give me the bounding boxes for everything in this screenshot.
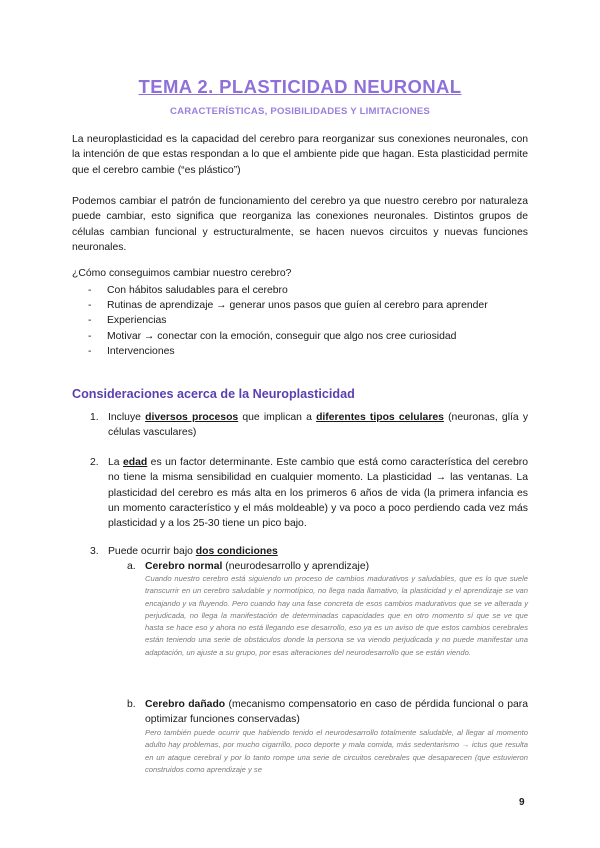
list-item: - Experiencias bbox=[88, 313, 488, 328]
point-text bbox=[108, 455, 528, 531]
intro-paragraph-1: La neuroplasticidad es la capacidad del cerebro para reorganizar sus conexiones neuronales, con la intención de que estas respondan a lo que el ambiente pide que hagan. Esta plasticidad permite que el cerebro cambie (“es plástico”) bbox=[72, 134, 528, 176]
list-item: - Con hábitos saludables para el cerebro bbox=[88, 283, 488, 298]
list-item: - Rutinas de aprendizaje → generar unos pasos que guíen al cerebro para aprender bbox=[88, 298, 488, 313]
list-item: - Intervenciones bbox=[88, 344, 488, 359]
point-text bbox=[108, 410, 528, 441]
intro-paragraph-2: Podemos cambiar el patrón de funcionamiento del cerebro ya que nuestro cerebro por naturaleza puede cambiar, esto significa que reorganiza las conexiones neuronales. Distintos grupos de células cambian funcional y estructuralmente, se hacen nuevos circuitos y nuevas funciones neuronales. bbox=[72, 196, 528, 253]
condition-letter: b. bbox=[127, 699, 136, 710]
point-text bbox=[108, 544, 528, 559]
condition-b bbox=[127, 697, 528, 727]
condition-text bbox=[145, 697, 528, 727]
emphasis-text: dos condiciones bbox=[195, 546, 278, 557]
condition-label: Cerebro dañado bbox=[145, 699, 226, 710]
point-3 bbox=[90, 544, 528, 559]
condition-text bbox=[145, 559, 528, 574]
condition-a-note: Cuando nuestro cerebro está siguiendo un proceso de cambios madurativos y saludables, que es lo que suele transcurrir en un cerebro saludable y normotípico, no llega nada llamativo, la plasticidad y el aprendizaje se van encajando y va fluyendo. Pero cuando hay una fase concreta de esos cambios madurativos que se ve alterada y perjudicada, no llega la manifestación de determinadas capacidades que en otro momento sí que se ve que hasta se hace eso y ahora no está llegando ese desarrollo, eso ya es un aviso de que estos cambios cerebrales están teniendo una serie de obstáculos donde la persona se va viendo perjudicada y no puede manifestar una adaptación, un ajuste a su grupo, por esas alteraciones del neurodesarrollo que se están viendo. bbox=[145, 574, 528, 657]
text-run: Incluye bbox=[108, 412, 146, 423]
text-run: La bbox=[108, 457, 123, 468]
page-number: 9 bbox=[519, 797, 525, 808]
text-run: (neuronas, glía y células vasculares) bbox=[108, 412, 529, 439]
page-title: TEMA 2. PLASTICIDAD NEURONAL bbox=[138, 76, 462, 97]
condition-b-note: Pero también puede ocurrir que habiendo tenido el neurodesarrollo totalmente saludable, al llegar al momento adulto hay problemas, por mucho cigarrillo, poco deporte y mala comida, más sedentarismo → ictus que resulta en un ataque cerebral y por lo tanto rompe una serie de circuitos cerebrales que desaparecen (que estuvieron construidos como aprendizaje y se bbox=[145, 728, 528, 774]
question-text: ¿Cómo conseguimos cambiar nuestro cerebro? bbox=[72, 268, 292, 279]
condition-letter: a. bbox=[127, 561, 136, 572]
text-run: que implican a bbox=[238, 412, 317, 423]
text-run: Puede ocurrir bajo bbox=[108, 546, 196, 557]
emphasis-text: diferentes tipos celulares bbox=[316, 412, 444, 423]
list-item: - Motivar → conectar con la emoción, conseguir que algo nos cree curiosidad bbox=[88, 329, 488, 344]
page-subtitle: CARACTERÍSTICAS, POSIBILIDADES Y LIMITACIONES bbox=[169, 106, 431, 117]
point-number: 3. bbox=[90, 546, 99, 557]
section-heading: Consideraciones acerca de la Neuroplasticidad bbox=[72, 387, 355, 401]
emphasis-text: edad bbox=[122, 457, 148, 468]
text-run: es un factor determinante. Este cambio que está como característica del cerebro no tiene la misma sensibilidad en cualquier momento. La plasticidad → las ventanas. La plasticidad del cerebro es más alta en los primeros 6 años de vida (la primera infancia es un momento característico y el más moldeable) y va poco a poco perdiendo cada vez más plasticidad y a los 25-30 tiene un pico bajo. bbox=[108, 457, 528, 530]
point-2 bbox=[90, 455, 528, 531]
condition-label: Cerebro normal bbox=[145, 561, 223, 572]
methods-list bbox=[88, 283, 488, 359]
condition-description: (neurodesarrollo y aprendizaje) bbox=[222, 561, 370, 572]
point-number: 1. bbox=[90, 412, 99, 423]
point-number: 2. bbox=[90, 457, 99, 468]
condition-description: (mecanismo compensatorio en caso de pérdida funcional o para optimizar funciones conservadas) bbox=[145, 699, 528, 725]
point-1 bbox=[90, 410, 528, 441]
emphasis-text: diversos procesos bbox=[145, 412, 239, 423]
condition-a bbox=[127, 559, 528, 574]
